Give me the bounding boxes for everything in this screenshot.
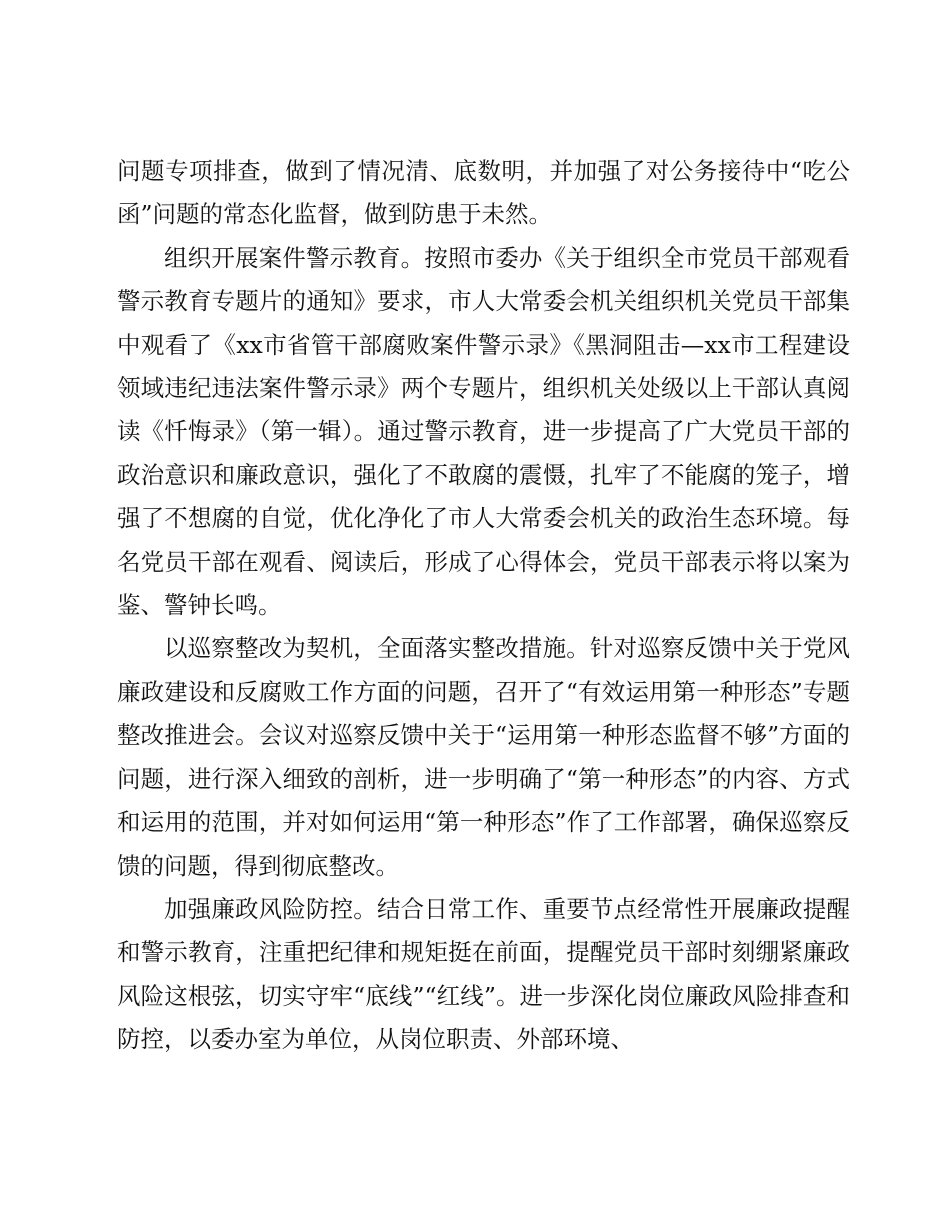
paragraph-3: 以巡察整改为契机，全面落实整改措施。针对巡察反馈中关于党风廉政建设和反腐败工作方面的问题，召开了“有效运用第一种形态”专题整改推进会。会议对巡察反馈中关于“运用第一种形态监督不够”方面的问题，进行深入细致的剖析，进一步明确了“第一种形态”的内容、方式和运用的范围，并对如何运用“第一种形态”作了工作部署，确保巡察反馈的问题，得到彻底整改。 (117, 634, 850, 880)
paragraph-2: 组织开展案件警示教育。按照市委办《关于组织全市党员干部观看警示教育专题片的通知》要求，市人大常委会机关组织机关党员干部集中观看了《xx市省管干部腐败案件警示录》《黑洞阻击—xx市工程建设领域违纪违法案件警示录》两个专题片，组织机关处级以上干部认真阅读《忏悔录》（第一辑）。通过警示教育，进一步提高了广大党员干部的政治意识和廉政意识，强化了不敢腐的震慑，扎牢了不能腐的笼子，增强了不想腐的自觉，优化净化了市人大常委会机关的政治生态环境。每名党员干部在观看、阅读后，形成了心得体会，党员干部表示将以案为鉴、警钟长鸣。 (117, 243, 850, 620)
paragraph-1: 问题专项排查，做到了情况清、底数明，并加强了对公务接待中“吃公函”问题的常态化监督，做到防患于未然。 (117, 157, 850, 229)
document-body (117, 150, 850, 1062)
paragraph-4: 加强廉政风险防控。结合日常工作、重要节点经常性开展廉政提醒和警示教育，注重把纪律和规矩挺在前面，提醒党员干部时刻绷紧廉政风险这根弦，切实守牢“底线”“红线”。进一步深化岗位廉政风险排查和防控，以委办室为单位，从岗位职责、外部环境、 (117, 894, 850, 1054)
